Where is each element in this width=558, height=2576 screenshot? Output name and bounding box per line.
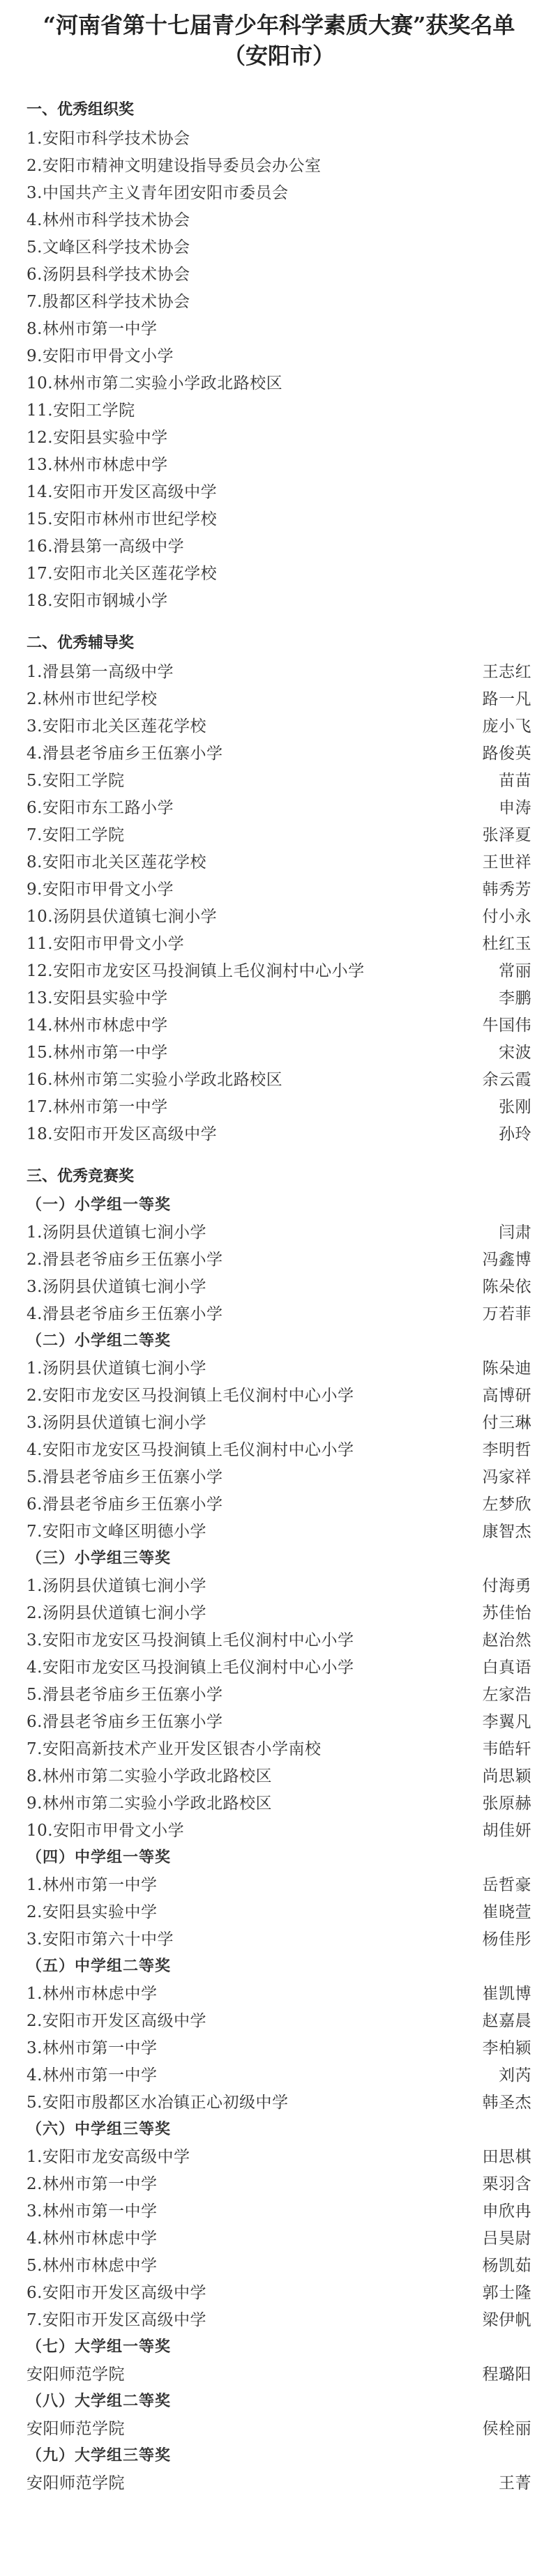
list-item: [27, 2223, 531, 2250]
person-name: 田思棋: [482, 2148, 531, 2166]
list-item: [27, 422, 531, 450]
organization-name: 6.安阳市东工路小学: [27, 799, 174, 817]
person-name: 杨佳彤: [482, 1930, 531, 1949]
organization-name: 1.汤阴县伏道镇七涧小学: [27, 1224, 206, 1242]
organization-name: 5.文峰区科学技术协会: [27, 238, 190, 257]
list-item: [27, 1924, 531, 1951]
organization-name: 15.林州市第一中学: [27, 1044, 168, 1062]
person-name: 陈朵依: [482, 1278, 531, 1296]
person-name: 陈朵迪: [482, 1359, 531, 1378]
list-item: [27, 2250, 531, 2278]
organization-name: 1.林州市林虑中学: [27, 1985, 158, 2003]
person-name: 崔凯博: [482, 1985, 531, 2003]
list-item: [27, 232, 531, 259]
list-item: [27, 2468, 531, 2495]
list-item: [27, 1092, 531, 1119]
list-item: [27, 684, 531, 711]
list-item: [27, 820, 531, 847]
organization-name: 17.林州市第一中学: [27, 1098, 168, 1116]
organization-name: 3.汤阴县伏道镇七涧小学: [27, 1278, 206, 1296]
list-item: [27, 793, 531, 820]
person-name: 王志红: [482, 663, 531, 681]
group-subheading: （七）大学组一等奖: [27, 2338, 172, 2356]
person-name: 李翼凡: [482, 1713, 531, 1731]
organization-name: 10.安阳市甲骨文小学: [27, 1822, 185, 1840]
organization-name: 6.滑县老爷庙乡王伍寨小学: [27, 1495, 223, 1514]
person-name: 余云霞: [482, 1071, 531, 1089]
list-item: [27, 1652, 531, 1679]
list-item: [27, 1897, 531, 1924]
organization-name: 安阳师范学院: [27, 2474, 125, 2492]
list-item: [27, 956, 531, 983]
person-name: 尚思颖: [482, 1767, 531, 1785]
organization-name: 10.林州市第二实验小学政北路校区: [27, 374, 283, 393]
organization-name: 9.安阳市甲骨文小学: [27, 347, 174, 365]
organization-name: 12.安阳市龙安区马投涧镇上毛仪涧村中心小学: [27, 962, 365, 980]
list-item: [27, 1625, 531, 1652]
person-name: 常丽: [499, 962, 531, 980]
organization-name: 13.林州市林虑中学: [27, 456, 168, 474]
person-name: 张原赫: [482, 1794, 531, 1813]
person-name: 李明哲: [482, 1441, 531, 1459]
organization-name: 14.安阳市开发区高级中学: [27, 483, 218, 501]
person-name: 张泽夏: [482, 826, 531, 844]
person-name: 白真语: [482, 1659, 531, 1677]
person-name: 苗苗: [499, 772, 531, 790]
organization-name: 9.林州市第二实验小学政北路校区: [27, 1794, 272, 1813]
person-name: 付小永: [482, 908, 531, 926]
list-item: [27, 2060, 531, 2087]
person-name: 路俊英: [482, 745, 531, 763]
list-item: [27, 983, 531, 1010]
organization-name: 18.安阳市开发区高级中学: [27, 1125, 218, 1143]
organization-name: 1.林州市第一中学: [27, 1876, 158, 1894]
person-name: 刘芮: [499, 2066, 531, 2085]
list-item: [27, 504, 531, 531]
list-item: [27, 847, 531, 874]
list-item: [27, 314, 531, 341]
organization-name: 5.安阳工学院: [27, 772, 125, 790]
organization-name: 2.汤阴县伏道镇七涧小学: [27, 1604, 206, 1622]
list-item: [27, 1734, 531, 1761]
organization-name: 2.安阳县实验中学: [27, 1903, 158, 1921]
list-item: [27, 2169, 531, 2196]
organization-name: 2.滑县老爷庙乡王伍寨小学: [27, 1251, 223, 1269]
section-heading: 三、优秀竞赛奖: [27, 1168, 135, 1185]
section-heading: 一、优秀组织奖: [27, 101, 135, 119]
organization-name: 18.安阳市钢城小学: [27, 592, 168, 610]
organization-name: 5.林州市林虑中学: [27, 2257, 158, 2275]
award-content: [27, 98, 531, 2495]
person-name: 赵治然: [482, 1631, 531, 1649]
organization-name: 14.林州市林虑中学: [27, 1016, 168, 1035]
person-name: 赵嘉晨: [482, 2012, 531, 2030]
list-item: [27, 2196, 531, 2223]
person-name: 孙玲: [499, 1125, 531, 1143]
organization-name: 6.滑县老爷庙乡王伍寨小学: [27, 1713, 223, 1731]
organization-name: 5.滑县老爷庙乡王伍寨小学: [27, 1468, 223, 1486]
organization-name: 7.安阳工学院: [27, 826, 125, 844]
organization-name: 2.安阳市龙安区马投涧镇上毛仪涧村中心小学: [27, 1387, 354, 1405]
organization-name: 8.林州市第二实验小学政北路校区: [27, 1767, 272, 1785]
group-subheading: （三）小学组三等奖: [27, 1549, 172, 1567]
list-item: [27, 558, 531, 586]
list-item: [27, 711, 531, 738]
person-name: 韩秀芳: [482, 881, 531, 899]
list-item: [27, 1707, 531, 1734]
organization-name: 15.安阳市林州市世纪学校: [27, 510, 218, 528]
list-item: [27, 205, 531, 232]
list-item: [27, 586, 531, 613]
group-subheading: （九）大学组三等奖: [27, 2446, 172, 2464]
person-name: 梁伊帆: [482, 2311, 531, 2329]
list-item: [27, 1010, 531, 1037]
organization-name: 8.林州市第一中学: [27, 320, 158, 338]
list-item: [27, 1272, 531, 1299]
list-item: [27, 1408, 531, 1435]
list-item: [27, 1815, 531, 1843]
person-name: 杨凯茹: [482, 2257, 531, 2275]
organization-name: 12.安阳县实验中学: [27, 429, 168, 447]
organization-name: 3.林州市第一中学: [27, 2039, 158, 2057]
organization-name: 1.滑县第一高级中学: [27, 663, 174, 681]
list-item: [27, 450, 531, 477]
list-item: [27, 395, 531, 422]
organization-name: 2.安阳市精神文明建设指导委员会办公室: [27, 157, 322, 175]
list-item: [27, 1979, 531, 2006]
organization-name: 3.安阳市第六十中学: [27, 1930, 174, 1949]
organization-name: 7.殷都区科学技术协会: [27, 293, 190, 311]
organization-name: 6.安阳市开发区高级中学: [27, 2284, 206, 2302]
organization-name: 3.汤阴县伏道镇七涧小学: [27, 1414, 206, 1432]
list-item: [27, 929, 531, 956]
organization-name: 10.汤阴县伏道镇七涧小学: [27, 908, 218, 926]
person-name: 宋波: [499, 1044, 531, 1062]
list-item: [27, 1679, 531, 1707]
organization-name: 4.滑县老爷庙乡王伍寨小学: [27, 745, 223, 763]
person-name: 岳哲豪: [482, 1876, 531, 1894]
person-name: 韦皓轩: [482, 1740, 531, 1758]
list-item: [27, 2359, 531, 2386]
organization-name: 9.安阳市甲骨文小学: [27, 881, 174, 899]
organization-name: 1.汤阴县伏道镇七涧小学: [27, 1577, 206, 1595]
organization-name: 4.安阳市龙安区马投涧镇上毛仪涧村中心小学: [27, 1659, 354, 1677]
list-item: [27, 1037, 531, 1065]
organization-name: 4.林州市科学技术协会: [27, 211, 190, 229]
organization-name: 11.安阳工学院: [27, 402, 135, 420]
person-name: 郭士隆: [482, 2284, 531, 2302]
list-item: [27, 1353, 531, 1380]
person-name: 杜红玉: [482, 935, 531, 953]
person-name: 申欣冉: [482, 2202, 531, 2220]
list-item: [27, 2278, 531, 2305]
title-line-2: （安阳市）: [223, 43, 335, 69]
organization-name: 3.林州市第一中学: [27, 2202, 158, 2220]
organization-name: 7.安阳市文峰区明德小学: [27, 1523, 206, 1541]
list-item: [27, 2087, 531, 2114]
list-item: [27, 2033, 531, 2060]
organization-name: 8.安阳市北关区莲花学校: [27, 853, 206, 871]
person-name: 程璐阳: [482, 2365, 531, 2384]
list-item: [27, 901, 531, 929]
person-name: 付海勇: [482, 1577, 531, 1595]
person-name: 张刚: [499, 1098, 531, 1116]
organization-name: 2.林州市第一中学: [27, 2175, 158, 2193]
list-item: [27, 1462, 531, 1489]
list-item: [27, 1870, 531, 1897]
organization-name: 3.安阳市龙安区马投涧镇上毛仪涧村中心小学: [27, 1631, 354, 1649]
list-item: [27, 1571, 531, 1598]
organization-name: 3.安阳市北关区莲花学校: [27, 717, 206, 736]
organization-name: 5.滑县老爷庙乡王伍寨小学: [27, 1686, 223, 1704]
list-item: [27, 1065, 531, 1092]
organization-name: 2.林州市世纪学校: [27, 690, 158, 708]
organization-name: 16.林州市第二实验小学政北路校区: [27, 1071, 283, 1089]
organization-name: 6.汤阴县科学技术协会: [27, 266, 190, 284]
group-subheading: （一）小学组一等奖: [27, 1196, 172, 1214]
list-item: [27, 341, 531, 368]
list-item: [27, 531, 531, 558]
list-item: [27, 477, 531, 504]
organization-name: 安阳师范学院: [27, 2365, 125, 2384]
list-item: [27, 657, 531, 684]
person-name: 崔晓萱: [482, 1903, 531, 1921]
group-subheading: （四）中学组一等奖: [27, 1848, 172, 1866]
organization-name: 7.安阳市开发区高级中学: [27, 2311, 206, 2329]
group-subheading: （五）中学组二等奖: [27, 1957, 172, 1975]
list-item: [27, 178, 531, 205]
list-item: [27, 1788, 531, 1815]
person-name: 栗羽含: [482, 2175, 531, 2193]
person-name: 王菁: [499, 2474, 531, 2492]
title-line-1: “河南省第十七届青少年科学素质大赛”获奖名单: [43, 12, 515, 38]
organization-name: 1.安阳市龙安高级中学: [27, 2148, 190, 2166]
list-item: [27, 287, 531, 314]
list-item: [27, 151, 531, 178]
person-name: 苏佳怡: [482, 1604, 531, 1622]
organization-name: 1.汤阴县伏道镇七涧小学: [27, 1359, 206, 1378]
person-name: 韩圣杰: [482, 2094, 531, 2112]
list-item: [27, 1598, 531, 1625]
organization-name: 3.中国共产主义青年团安阳市委员会: [27, 184, 289, 202]
person-name: 左家浩: [482, 1686, 531, 1704]
organization-name: 13.安阳县实验中学: [27, 989, 168, 1007]
organization-name: 4.林州市第一中学: [27, 2066, 158, 2085]
group-subheading: （六）中学组三等奖: [27, 2120, 172, 2138]
organization-name: 4.滑县老爷庙乡王伍寨小学: [27, 1305, 223, 1323]
list-item: [27, 2142, 531, 2169]
organization-name: 5.安阳市殷都区水冶镇正心初级中学: [27, 2094, 289, 2112]
organization-name: 11.安阳市甲骨文小学: [27, 935, 185, 953]
organization-name: 1.安阳市科学技术协会: [27, 130, 190, 148]
person-name: 左梦欣: [482, 1495, 531, 1514]
list-item: [27, 2006, 531, 2033]
list-item: [27, 2414, 531, 2441]
organization-name: 7.安阳高新技术产业开发区银杏小学南校: [27, 1740, 322, 1758]
person-name: 冯鑫博: [482, 1251, 531, 1269]
person-name: 申涛: [499, 799, 531, 817]
list-item: [27, 1516, 531, 1544]
person-name: 王世祥: [482, 853, 531, 871]
list-item: [27, 368, 531, 395]
person-name: 牛国伟: [482, 1016, 531, 1035]
person-name: 康智杰: [482, 1523, 531, 1541]
person-name: 高博研: [482, 1387, 531, 1405]
organization-name: 安阳师范学院: [27, 2420, 125, 2438]
person-name: 吕昊尉: [482, 2230, 531, 2248]
list-item: [27, 1217, 531, 1244]
list-item: [27, 1761, 531, 1788]
person-name: 冯家祥: [482, 1468, 531, 1486]
page-title: [27, 0, 531, 71]
person-name: 李鹏: [499, 989, 531, 1007]
list-item: [27, 765, 531, 793]
person-name: 胡佳妍: [482, 1822, 531, 1840]
list-item: [27, 1119, 531, 1146]
list-item: [27, 1380, 531, 1408]
organization-name: 4.安阳市龙安区马投涧镇上毛仪涧村中心小学: [27, 1441, 354, 1459]
person-name: 闫肃: [499, 1224, 531, 1242]
person-name: 万若菲: [482, 1305, 531, 1323]
organization-name: 17.安阳市北关区莲花学校: [27, 565, 218, 583]
person-name: 李柏颍: [482, 2039, 531, 2057]
section-heading: 二、优秀辅导奖: [27, 634, 135, 652]
list-item: [27, 2305, 531, 2332]
person-name: 路一凡: [482, 690, 531, 708]
list-item: [27, 738, 531, 765]
person-name: 侯栓丽: [482, 2420, 531, 2438]
group-subheading: （八）大学组二等奖: [27, 2392, 172, 2410]
person-name: 付三琳: [482, 1414, 531, 1432]
organization-name: 4.林州市林虑中学: [27, 2230, 158, 2248]
list-item: [27, 874, 531, 901]
person-name: 庞小飞: [482, 717, 531, 736]
list-item: [27, 1489, 531, 1516]
list-item: [27, 1299, 531, 1326]
list-item: [27, 259, 531, 287]
list-item: [27, 123, 531, 151]
organization-name: 2.安阳市开发区高级中学: [27, 2012, 206, 2030]
list-item: [27, 1244, 531, 1272]
group-subheading: （二）小学组二等奖: [27, 1332, 172, 1350]
list-item: [27, 1435, 531, 1462]
organization-name: 16.滑县第一高级中学: [27, 538, 185, 556]
